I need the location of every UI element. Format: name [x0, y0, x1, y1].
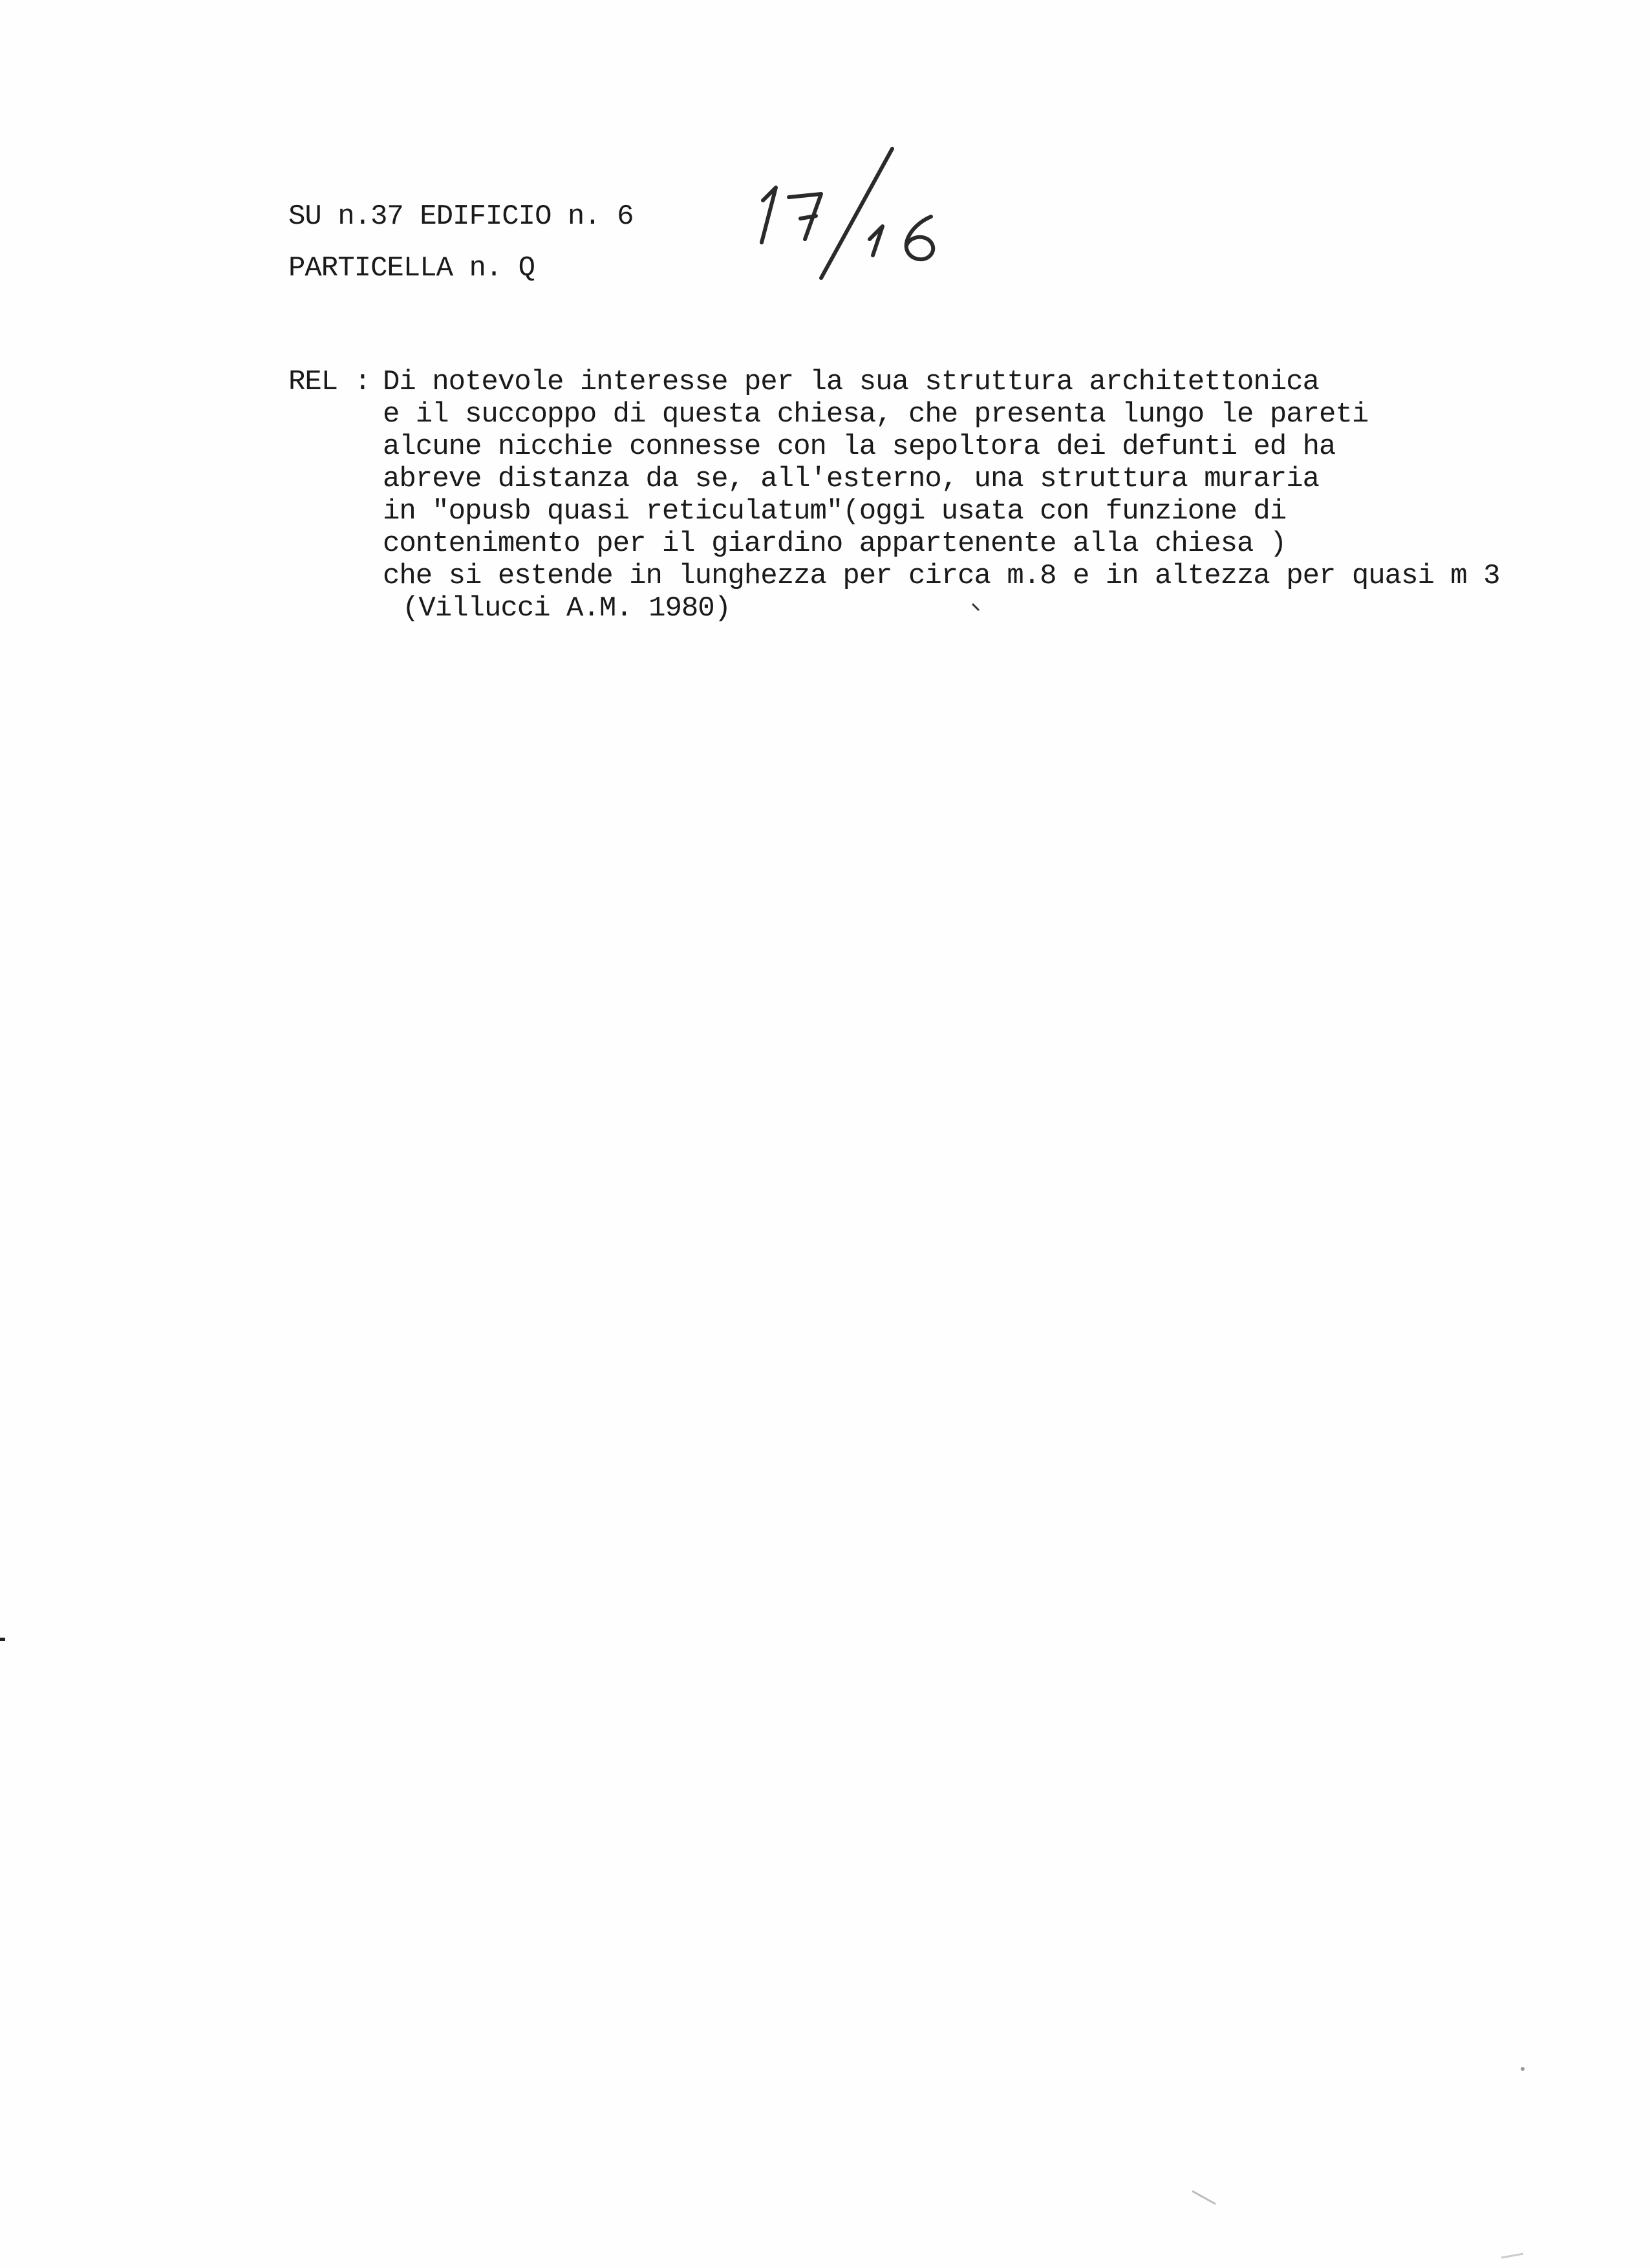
rel-description	[383, 366, 1500, 625]
scan-speck	[1190, 2188, 1222, 2208]
scan-speck	[970, 601, 983, 614]
rel-line: contenimento per il giardino appartenente alla chiesa )	[383, 528, 1287, 560]
rel-line: abreve distanza da se, all'esterno, una struttura muraria	[383, 463, 1320, 495]
rel-line: Di notevole interesse per la sua struttura architettonica	[383, 366, 1320, 398]
record-header-particella: PARTICELLA n. Q	[288, 252, 535, 284]
rel-line: in "opusb quasi reticulatum"(oggi usata con funzione di	[383, 495, 1287, 528]
rel-line: che si estende in lunghezza per circa m.8 e in altezza per quasi m 3	[383, 560, 1500, 592]
scan-speck	[0, 1636, 8, 1643]
handwritten-page-number	[744, 142, 989, 291]
rel-line: e il succoppo di questa chiesa, che presenta lungo le pareti	[383, 398, 1369, 431]
rel-line: alcune nicchie connesse con la sepoltora dei defunti ed ha	[383, 431, 1336, 463]
record-header-su-edificio: SU n.37 EDIFICIO n. 6	[288, 200, 634, 233]
scan-speck	[1500, 2250, 1526, 2263]
rel-citation: (Villucci A.M. 1980)	[402, 592, 731, 625]
scan-speck	[1519, 2066, 1526, 2072]
rel-label: REL :	[288, 366, 371, 398]
